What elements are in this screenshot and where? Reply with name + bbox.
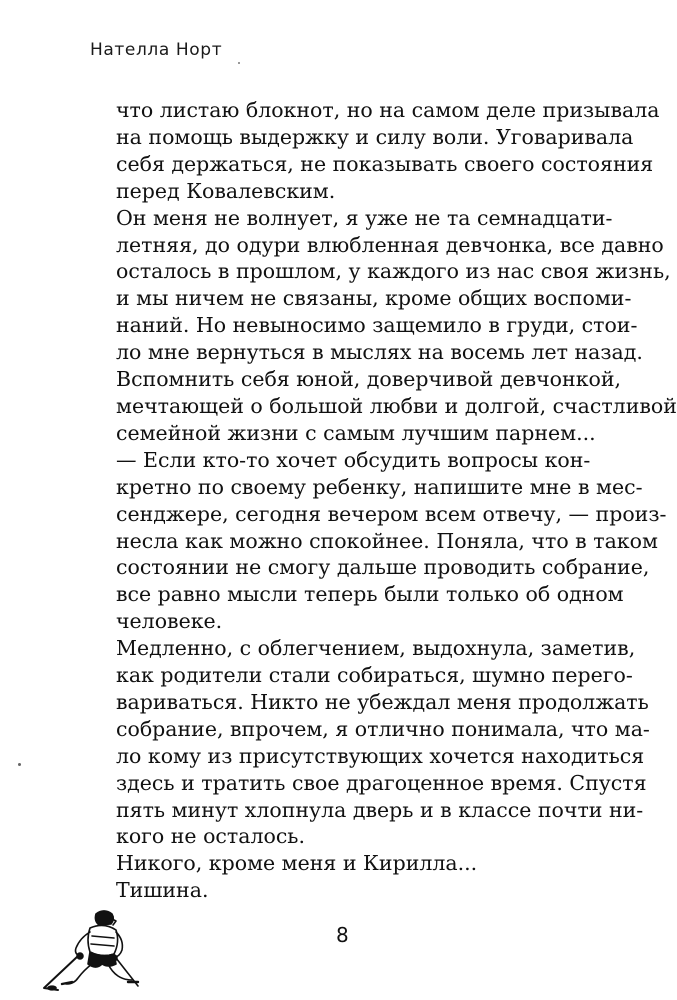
text-line: семейной жизни с самым лучшим парнем...: [116, 420, 596, 445]
text-line: Медленно, с облегчением, выдохнула, заметив,: [116, 636, 636, 661]
text-line: наний. Но невыносимо защемило в груди, стои-: [116, 313, 638, 338]
text-line: — Если кто-то хочет обсудить вопросы кон-: [116, 447, 591, 472]
text-line: здесь и тратить свое драгоценное время. Спустя: [116, 770, 647, 795]
text-line: человеке.: [116, 609, 223, 634]
print-speck: [238, 62, 240, 64]
text-line: что листаю блокнот, но на самом деле призывала: [116, 98, 660, 122]
text-line: собрание, впрочем, я отлично понимала, что ма-: [116, 716, 650, 741]
text-line: Никого, кроме меня и Кирилла...: [116, 851, 478, 876]
text-line: кретно по своему ребенку, напишите мне в мес-: [116, 474, 643, 499]
text-line: пять минут хлопнула дверь и в классе почти ни-: [116, 797, 644, 822]
page-number: 8: [336, 923, 349, 947]
text-line: на помощь выдержку и силу воли. Уговаривала: [116, 124, 634, 149]
margin-mark: [18, 763, 21, 766]
text-line: все равно мысли теперь были только об одном: [116, 582, 624, 607]
text-line: Он меня не волнует, я уже не та семнадцати-: [116, 205, 613, 230]
text-line: осталось в прошлом, у каждого из нас своя жизнь,: [116, 259, 671, 284]
text-line: несла как можно спокойнее. Поняла, что в таком: [116, 528, 658, 553]
text-line: Тишина.: [116, 878, 209, 903]
text-line: ло мне вернуться в мыслях на восемь лет назад.: [116, 340, 643, 365]
text-line: мечтающей о большой любви и долгой, счастливой: [116, 393, 677, 418]
running-header-author: Нателла Норт: [90, 40, 223, 60]
text-line: перед Ковалевским.: [116, 178, 336, 203]
text-line: вариваться. Никто не убеждал меня продолжать: [116, 689, 649, 714]
text-line: кого не осталось.: [116, 824, 305, 849]
hockey-player-icon: [38, 906, 148, 992]
text-line: состоянии не смогу дальше проводить собрание,: [116, 555, 650, 580]
text-line: сенджере, сегодня вечером всем отвечу, — произ-: [116, 501, 667, 526]
page-body-text: [116, 97, 677, 904]
text-line: ло кому из присутствующих хочется находиться: [116, 743, 645, 768]
text-line: как родители стали собираться, шумно перего-: [116, 663, 633, 688]
text-line: себя держаться, не показывать своего состояния: [116, 151, 654, 176]
text-line: и мы ничем не связаны, кроме общих воспоми-: [116, 286, 632, 311]
text-line: летняя, до одури влюбленная девчонка, все давно: [116, 232, 664, 257]
text-line: Вспомнить себя юной, доверчивой девчонкой,: [116, 367, 622, 392]
